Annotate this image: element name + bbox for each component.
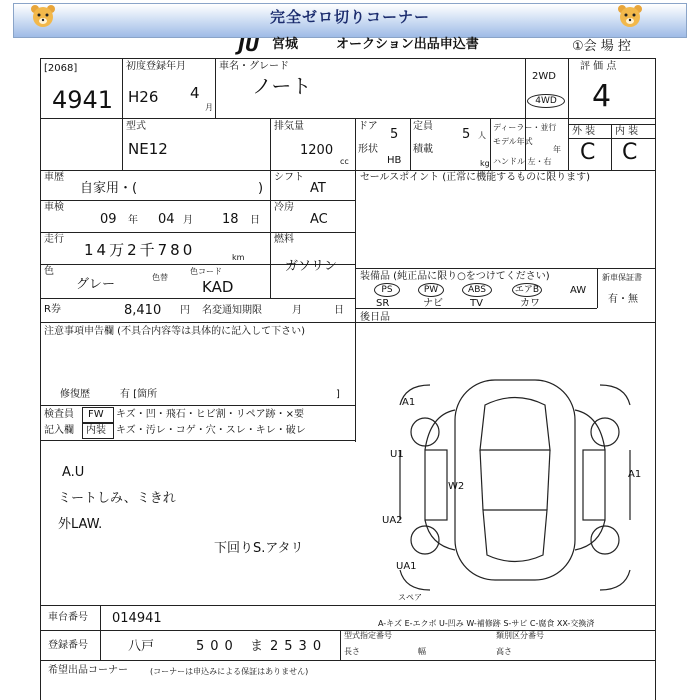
body-shape-value: HB: [387, 155, 402, 166]
recycle-value: 8,410: [124, 303, 162, 318]
exterior-label: 外 装: [572, 126, 596, 137]
equipment-pw: PW: [418, 283, 444, 297]
repair-value: 有 [箇所: [120, 389, 158, 400]
recycle-unit: 円: [180, 305, 190, 316]
lot-number: 4941: [52, 86, 114, 114]
body-shape-label: 形状: [358, 144, 378, 155]
inspector-fw: FW: [88, 409, 104, 420]
length-label: 長さ: [344, 647, 360, 656]
venue-copy: ①会 場 控: [572, 39, 631, 54]
damage-label-u1: U1: [390, 449, 404, 460]
new-car-warranty-label: 新車保証書: [602, 273, 642, 282]
designation-label: 型式指定番号: [344, 631, 392, 640]
color-label: 色: [44, 266, 54, 277]
plate-label: 登録番号: [48, 640, 88, 651]
aircon-value: AC: [310, 212, 328, 227]
height-label: 高さ: [496, 647, 512, 656]
handwritten-note-3: 外LAW.: [58, 517, 103, 532]
equipment-airbag: エアB: [512, 283, 542, 297]
doors-label: ドア: [358, 121, 378, 132]
history-value: 自家用・(: [80, 181, 138, 196]
car-name-label: 車名・グレード: [219, 61, 289, 72]
inspection-month: 04: [158, 212, 175, 227]
dealer-label: ディーラー・並行: [493, 123, 557, 132]
model-value: NE12: [128, 140, 168, 158]
mileage-label: 走行: [44, 234, 64, 245]
inspection-year: 09: [100, 212, 117, 227]
interior-label: 内 装: [615, 126, 639, 137]
name-change-label: 名変通知期限: [202, 305, 262, 316]
inspector-label: 検査員: [44, 409, 74, 420]
equipment-aw: AW: [570, 285, 587, 296]
name-change-month: 月: [292, 305, 302, 316]
classification-label: 類別区分番号: [496, 631, 544, 640]
form-title: オークション出品申込書: [336, 37, 479, 52]
shift-label: シフト: [274, 172, 304, 183]
plate-number: 2530: [270, 639, 328, 654]
displacement-unit: cc: [340, 157, 349, 166]
spare-label: スペア: [398, 593, 422, 602]
equipment-tv: TV: [470, 298, 483, 309]
equipment-leather: カワ: [520, 298, 540, 309]
equipment-ps: PS: [374, 283, 400, 297]
color-value: グレー: [76, 277, 116, 292]
sales-point-label: セールスポイント (正常に機能するものに限ります): [360, 172, 591, 183]
color-change-label: 色替: [152, 273, 168, 282]
inspector-interior-row: キズ・汚レ・コゲ・穴・スレ・キレ・破レ: [116, 425, 306, 436]
damage-legend: A-キズ E-エクボ U-凹み W-補修跡 S-サビ C-腐食 XX-交換済: [378, 619, 595, 628]
shift-value: AT: [310, 181, 326, 196]
damage-label-ua1: UA1: [396, 561, 417, 572]
mileage-value: 14万2千780: [84, 241, 196, 259]
damage-label-a1-side: A1: [628, 469, 642, 480]
doors-value: 5: [390, 127, 399, 142]
displacement-value: 1200: [300, 143, 334, 158]
handle-label: ハンドル 左・右: [493, 157, 552, 166]
recycle-label: R券: [44, 304, 61, 315]
model-year-label: モデル年式: [493, 137, 533, 146]
equipment-navi: ナビ: [423, 298, 443, 309]
inspector-interior-label: 内装: [86, 425, 106, 436]
inspection-day: 18: [222, 212, 239, 227]
score-value: 4: [592, 79, 612, 114]
drive-2wd: 2WD: [532, 71, 556, 82]
damage-label-w2: W2: [448, 481, 465, 492]
inspection-day-unit: 日: [250, 215, 260, 226]
mascot-bear-icon: [615, 3, 645, 31]
registration-label: 初度登録年月: [126, 61, 186, 72]
handwritten-note-1: A.U: [62, 465, 85, 480]
prefecture: 宮城: [272, 37, 299, 52]
inspector-entry-label: 記入欄: [44, 425, 74, 436]
inspection-month-unit: 月: [183, 215, 193, 226]
name-change-day: 日: [334, 305, 344, 316]
car-name-value: ノート: [252, 74, 312, 98]
lot-code: [2068]: [44, 63, 78, 74]
notes-label: 注意事項申告欄 (不具合内容等は具体的に記入して下さい): [44, 326, 305, 337]
history-label: 車歴: [44, 172, 64, 183]
wish-corner-label: 希望出品コーナー: [48, 665, 128, 676]
history-close: ): [258, 181, 264, 196]
chassis-number-label: 車台番号: [48, 612, 88, 623]
color-code: KAD: [202, 278, 234, 296]
handwritten-note-4: 下回りS.アタリ: [214, 541, 304, 556]
model-label: 型式: [126, 121, 146, 132]
aircon-label: 冷房: [274, 202, 294, 213]
car-damage-diagram: [385, 370, 655, 605]
model-year-unit: 年: [553, 145, 561, 154]
mascot-bear-icon: [28, 3, 58, 31]
displacement-label: 排気量: [274, 121, 304, 132]
load-label: 積載: [413, 144, 433, 155]
registration-year: H26: [128, 88, 159, 106]
ju-logo: JU: [238, 35, 260, 56]
plate-class: 500: [196, 639, 239, 654]
inspection-label: 車検: [44, 202, 64, 213]
rear-items-label: 後日品: [360, 312, 390, 323]
interior-score: C: [622, 140, 638, 165]
new-car-warranty-value: 有・無: [608, 294, 638, 305]
capacity-value: 5: [462, 127, 471, 142]
chassis-number-value: 014941: [112, 611, 162, 626]
equipment-sr: SR: [376, 298, 390, 309]
repair-close: ]: [336, 389, 340, 400]
handwritten-note-2: ミートしみ、ミきれ: [58, 491, 176, 506]
fuel-value: ガソリン: [285, 259, 338, 274]
repair-label: 修復歴: [60, 389, 90, 400]
inspection-year-unit: 年: [128, 215, 138, 226]
load-unit: kg: [480, 159, 490, 168]
damage-label-ua2: UA2: [382, 515, 403, 526]
inspector-exterior-row: キズ・凹・飛石・ヒビ割・リペア跡・×要: [116, 409, 304, 420]
equipment-abs: ABS: [462, 283, 492, 297]
banner-title: 完全ゼロ切りコーナー: [269, 8, 430, 26]
exterior-score: C: [580, 140, 596, 165]
registration-month: 4: [190, 84, 200, 102]
mileage-unit: km: [232, 253, 245, 262]
wish-corner-note: (コーナーは申込みによる保証はありません): [150, 667, 309, 676]
equipment-label: 装備品 (純正品に限り○をつけてください): [360, 271, 550, 282]
plate-kana: ま: [250, 639, 264, 654]
fuel-label: 燃料: [274, 234, 294, 245]
capacity-unit: 人: [478, 131, 486, 140]
color-code-label: 色コード: [190, 267, 222, 276]
drive-4wd: 4WD: [527, 94, 565, 108]
plate-area: 八戸: [128, 639, 155, 654]
damage-label-a1-front: A1: [402, 397, 416, 408]
width-label: 幅: [418, 647, 426, 656]
capacity-label: 定員: [413, 121, 433, 132]
registration-month-unit: 月: [205, 103, 213, 112]
score-label: 評 価 点: [580, 61, 617, 72]
